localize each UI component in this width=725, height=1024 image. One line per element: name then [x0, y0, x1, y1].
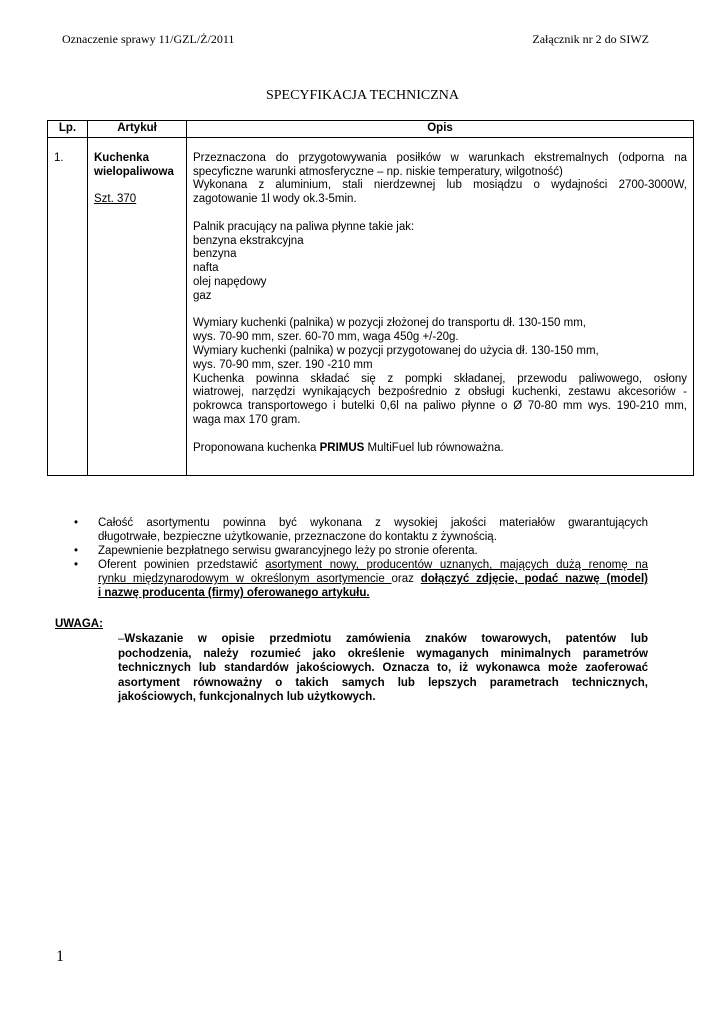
attachment-label: Załącznik nr 2 do SIWZ [532, 32, 649, 46]
desc-line: pokrowca transportowego i butelki 0,6l na paliwo płynne o Ø 70-80 mm wys. 190-210 mm, [193, 400, 687, 413]
bullet-icon: • [74, 517, 79, 529]
list-item: • Zapewnienie bezpłatnego serwisu gwarancyjnego leży po stronie oferenta. [74, 545, 478, 557]
fuel-item: olej napędowy [193, 275, 267, 288]
desc-line: wys. 70-90 mm, szer. 60-70 mm, waga 450g +/-20g. [193, 331, 459, 344]
bullet-icon: • [74, 545, 79, 557]
desc-line: Palnik pracujący na paliwa płynne takie jak: [193, 220, 415, 233]
table-row [48, 137, 694, 476]
page-title: SPECYFIKACJA TECHNICZNA [265, 88, 460, 103]
bullet-icon: • [74, 559, 79, 571]
fuel-item: benzyna [193, 248, 237, 261]
article-name-line2: wielopaliwowa [94, 165, 174, 178]
cell-article [88, 137, 187, 476]
col-header-article: Artykuł [88, 121, 187, 138]
desc-line: specyficzne warunki atmosferyczne – np. niskie temperatury, wilgotność) [193, 165, 563, 178]
proposed-product: Proponowana kuchenka PRIMUS MultiFuel lub równoważna. [193, 441, 504, 454]
cell-description [187, 137, 694, 476]
page-number: 1 [56, 948, 64, 965]
table-header-row [48, 121, 694, 138]
uwaga-heading: UWAGA: [55, 618, 103, 630]
desc-line: Wymiary kuchenki (palnika) w pozycji przygotowanej do użycia dł. 130-150 mm, [193, 344, 599, 357]
list-item: • Całość asortymentu powinna być wykonana z wysokiej jakości materiałów gwarantujących długotrwałe, bezpieczne użytkowanie, przeznaczone do kontaktu z żywnością. [74, 517, 648, 543]
desc-line: Wykonana z aluminium, stali nierdzewnej lub mosiądzu o wydajności 2700-3000W, [193, 179, 687, 192]
desc-line: Kuchenka powinna składać się z pompki składanej, przewodu paliwowego, osłony [193, 372, 687, 385]
fuel-item: nafta [193, 262, 219, 275]
requirements-list [74, 516, 648, 600]
col-header-lp: Lp. [48, 121, 88, 138]
list-item: • Oferent powinien przedstawić asortyment nowy, producentów uznanych, mających dużą renomę na rynku międzynarodowym w określonym asortymencie oraz dołączyć zdjęcie, podać nazwę (model) i nazwę producenta (firmy) oferowanego artykułu. [74, 559, 648, 599]
article-name-line1: Kuchenka [94, 151, 149, 164]
desc-line: Przeznaczona do przygotowywania posiłków w warunkach ekstremalnych (odporna na [193, 151, 687, 164]
desc-line: waga max 170 gram. [193, 413, 301, 426]
col-header-description: Opis [187, 121, 694, 138]
brand-name: PRIMUS [319, 441, 365, 454]
dash-marker: – [118, 633, 125, 645]
desc-line: zagotowanie 1l wody ok.3-5min. [193, 193, 357, 206]
desc-line: Wymiary kuchenki (palnika) w pozycji złożonej do transportu dł. 130-150 mm, [193, 317, 586, 330]
article-quantity: Szt. 370 [94, 193, 137, 206]
desc-line: wiatrowej, narzędzi wynikających bezpośrednio z obsługi kuchenki, zestawu akcesoriów - [193, 386, 687, 399]
uwaga-paragraph: –Wskazanie w opisie przedmiotu zamówienia znaków towarowych, patentów lub pochodzenia, należy rozumieć jako określenie wymaganych minimalnych parametrów technicznych lub standardów jakościowych. Oznacza to, iż wykonawca może zaoferować asortyment równoważny o takich samych lub lepszych parametrach technicznych, jakościowych, funkcjonalnych lub użytkowych. [118, 633, 648, 704]
fuel-item: gaz [193, 289, 212, 302]
fuel-item: benzyna ekstrakcyjna [193, 234, 304, 247]
spec-table [47, 120, 694, 476]
doc-reference: Oznaczenie sprawy 11/GZL/Ż/2011 [62, 32, 235, 46]
cell-lp: 1. [48, 137, 88, 476]
desc-line: wys. 70-90 mm, szer. 190 -210 mm [193, 358, 373, 371]
